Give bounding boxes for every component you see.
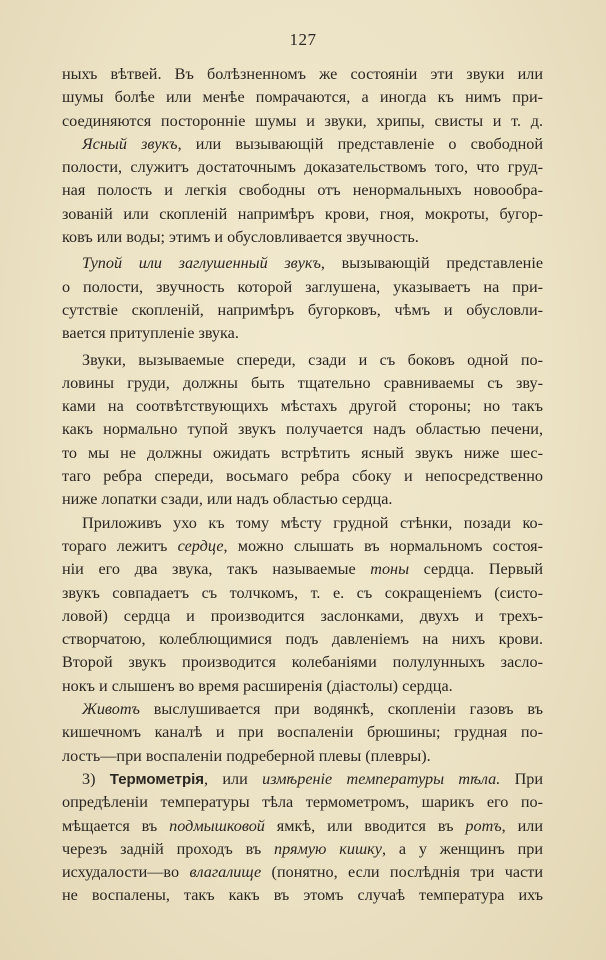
page-body bbox=[62, 63, 543, 908]
text-line: тораго лежитъ сердце, можно слышать въ нормальномъ состоя- bbox=[62, 536, 543, 555]
text-line: шумы болѣе или менѣе помрачаются, а иногда къ нимъ при- bbox=[62, 88, 543, 107]
text-line: опредѣленіи температуры тѣла термометромъ, шарикъ его по- bbox=[62, 793, 543, 812]
text-line: ловины груди, должны быть тщательно сравниваемы съ зву- bbox=[62, 373, 543, 392]
text-line: Животъ выслушивается при водянкѣ, скопленіи газовъ въ bbox=[82, 700, 543, 719]
text-line: нокъ и слышенъ во время расширенія (діастолы) сердца. bbox=[62, 676, 453, 695]
text-line: ками на соотвѣтствующихъ мѣстахъ другой стороны; но такъ bbox=[62, 397, 543, 416]
text-line: черезъ задній проходъ въ прямую кишку, а у женщинъ при bbox=[62, 839, 543, 858]
page-number: 127 bbox=[289, 30, 317, 49]
text-line: ная полость и легкія свободны отъ ненормальныхъ новообра- bbox=[62, 181, 543, 200]
text-line: Звуки, вызываемые спереди, сзади и съ боковъ одной по- bbox=[82, 350, 543, 369]
text-line: лость—при воспаленіи подреберной плевы (плевры). bbox=[62, 746, 431, 765]
text-line: ковъ или воды; этимъ и обусловливается звучность. bbox=[62, 228, 419, 247]
text-line: зованій или скопленій напримѣръ крови, гноя, мокроты, бугор- bbox=[62, 204, 543, 223]
text-line: ныхъ вѣтвей. Въ болѣзненномъ же состояніи эти звуки или bbox=[62, 65, 543, 83]
text-line: ловой) сердца и производится заслонками, двухъ и трехъ- bbox=[62, 606, 543, 625]
text-line: звукъ совпадаетъ съ толчкомъ, т. е. съ сокращеніемъ (систо- bbox=[62, 583, 543, 602]
text-line: Ясный звукъ, или вызывающій представленіе о свободной bbox=[82, 134, 543, 153]
text-line: таго ребра спереди, восьмаго ребра сбоку и непосредственно bbox=[62, 467, 543, 486]
text-line: Приложивъ ухо къ тому мѣсту грудной стѣнки, позади ко- bbox=[82, 513, 543, 532]
text-line: о полости, звучность которой заглушена, указываетъ на при- bbox=[62, 277, 543, 296]
text-line: соединяются посторонніе шумы и звуки, хрипы, свисты и т. д. bbox=[62, 111, 543, 130]
text-line: то мы не должны ожидать встрѣтить ясный звукъ ниже шес- bbox=[62, 443, 543, 462]
text-line: какъ нормально тупой звукъ получается надъ областью печени, bbox=[62, 420, 543, 439]
text-line: Второй звукъ производится колебаніями полулунныхъ засло- bbox=[62, 653, 543, 672]
text-line: кишечномъ каналѣ и при воспаленіи брюшины; грудная по- bbox=[62, 723, 543, 742]
text-line: полости, служитъ достаточнымъ доказательствомъ того, что груд- bbox=[62, 158, 543, 177]
text-line: Тупой или заглушенный звукъ, вызывающій представленіе bbox=[82, 254, 544, 273]
text-line: вается притупленіе звука. bbox=[62, 324, 239, 343]
text-line: мѣщается въ подмышковой ямкѣ, или вводится въ ротъ, или bbox=[62, 816, 543, 835]
text-line: сутствіе скопленій, напримѣръ бугорковъ, чѣмъ и обусловли- bbox=[62, 300, 543, 319]
text-line: 3) Термометрія, или измѣреніе температуры тѣла. При bbox=[82, 769, 544, 788]
text-line: створчатою, колеблющимися подъ давленіемъ на нихъ крови. bbox=[62, 630, 543, 649]
text-line: исхудалости—во влагалище (понятно, если послѣднія три части bbox=[62, 863, 544, 882]
text-line: не воспалены, такъ какъ въ этомъ случаѣ температура ихъ bbox=[62, 886, 543, 905]
text-line: ниже лопатки сзади, или надъ областью сердца. bbox=[62, 490, 393, 509]
text-line: ніи его два звука, такъ называемые тоны сердца. Первый bbox=[62, 560, 543, 579]
